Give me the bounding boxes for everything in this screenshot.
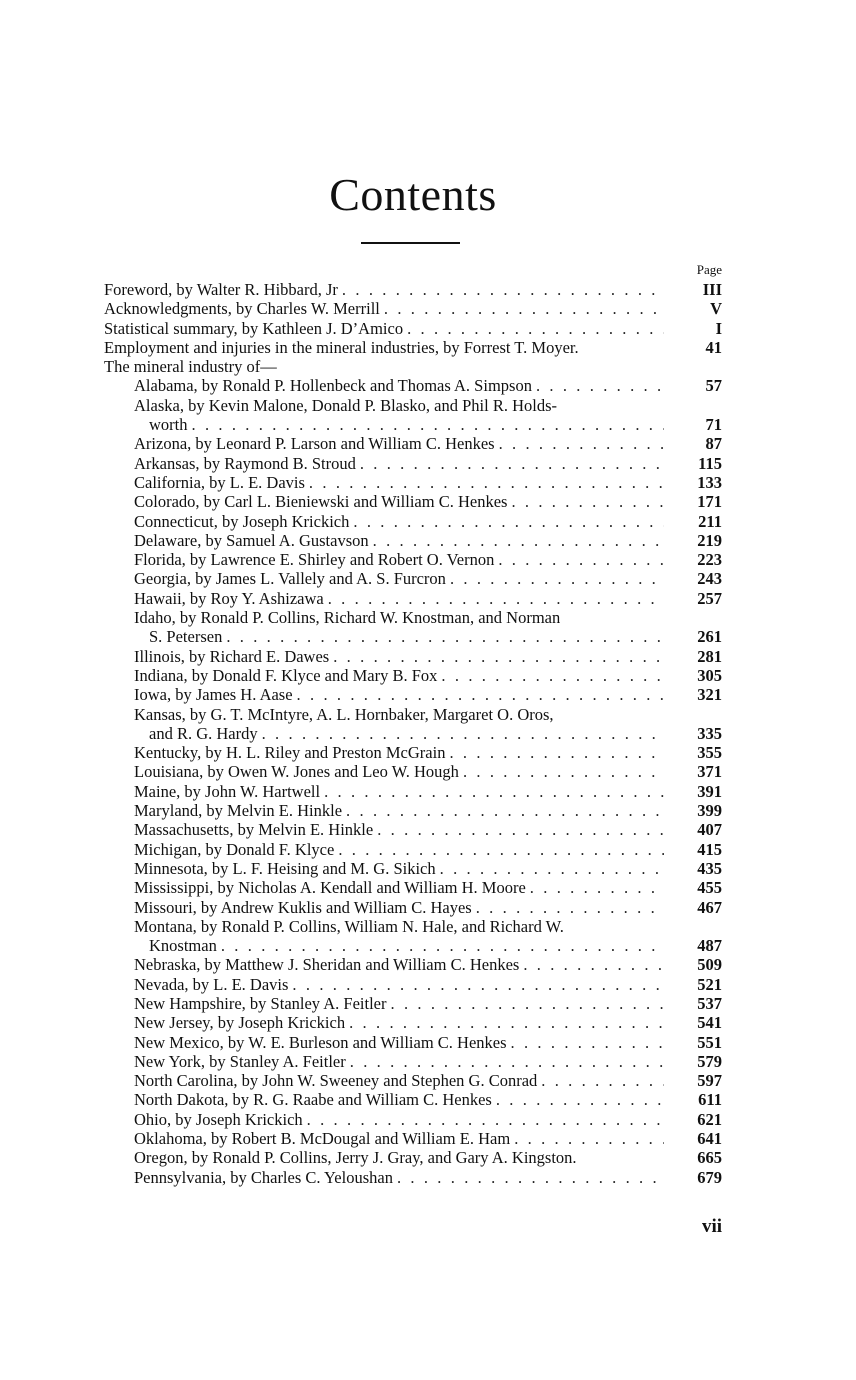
toc-leader-dots	[496, 1090, 664, 1109]
toc-entry-title: Ohio, by Joseph Krickich	[134, 1109, 303, 1129]
toc-entry-title: Oklahoma, by Robert B. McDougal and William E. Ham	[134, 1129, 511, 1149]
toc-entry-page: 641	[697, 1129, 722, 1149]
toc-entry	[104, 936, 722, 955]
toc-entry	[104, 319, 722, 338]
toc-entry-title: California, by L. E. Davis	[134, 472, 305, 492]
toc-leader-dots	[328, 589, 664, 608]
toc-entry	[104, 705, 722, 724]
toc-entry-page: 391	[697, 781, 722, 801]
toc-entry-page: 579	[697, 1051, 722, 1071]
toc-entry	[104, 647, 722, 666]
toc-entry-title: Employment and injuries in the mineral industries, by Forrest T. Moyer.	[104, 337, 579, 357]
toc-entry-page: 305	[697, 665, 722, 685]
toc-entry-title: North Dakota, by R. G. Raabe and William C. Henkes	[134, 1090, 492, 1110]
toc-entry-page: 665	[697, 1148, 722, 1168]
toc-entry-page: 41	[705, 337, 722, 357]
toc-entry-title: New Hampshire, by Stanley A. Feitler	[134, 993, 387, 1013]
toc-entry-page: 597	[697, 1071, 722, 1091]
toc-entry-page: 455	[697, 878, 722, 898]
toc-entry	[104, 1033, 722, 1052]
toc-leader-dots	[536, 376, 664, 395]
toc-entry-title: Arkansas, by Raymond B. Stroud	[134, 453, 356, 473]
toc-entry-title: Maine, by John W. Hartwell	[134, 781, 321, 801]
toc-entry-page: 611	[698, 1090, 722, 1110]
page-title: Contents	[329, 169, 497, 220]
toc-entry-title: Pennsylvania, by Charles C. Yeloushan	[134, 1167, 393, 1187]
toc-entry	[104, 878, 722, 897]
toc-entry-page: 407	[697, 820, 722, 840]
toc-entry-title: Nevada, by L. E. Davis	[134, 974, 289, 994]
toc-entry	[104, 415, 722, 434]
toc-leader-dots	[353, 512, 664, 531]
toc-entry-title: Iowa, by James H. Aase	[134, 685, 293, 705]
toc-entry-page: I	[715, 318, 722, 338]
toc-leader-dots	[450, 569, 664, 588]
toc-entry	[104, 1129, 722, 1148]
toc-entry-page: 435	[697, 858, 722, 878]
toc-entry-title: Mississippi, by Nicholas A. Kendall and William H. Moore	[134, 878, 526, 898]
toc-entry-page: 281	[697, 646, 722, 666]
toc-entry-page: 257	[697, 588, 722, 608]
toc-entry-page: 679	[697, 1167, 722, 1187]
toc-leader-dots	[397, 1168, 664, 1187]
page-folio: vii	[701, 1216, 722, 1237]
toc-leader-dots	[324, 782, 664, 801]
toc-entry	[104, 608, 722, 627]
toc-leader-dots	[346, 801, 664, 820]
toc-leader-dots	[530, 878, 664, 897]
toc-entry-page: 71	[705, 415, 722, 435]
toc-leader-dots	[262, 724, 664, 743]
toc-entry	[104, 898, 722, 917]
toc-entry	[104, 512, 722, 531]
toc-entry-page: 621	[697, 1109, 722, 1129]
toc-entry	[104, 801, 722, 820]
table-of-contents	[104, 280, 722, 1187]
toc-entry	[104, 1168, 722, 1187]
toc-entry	[104, 1071, 722, 1090]
toc-leader-dots	[349, 1013, 664, 1032]
toc-entry-title: Hawaii, by Roy Y. Ashizawa	[134, 588, 324, 608]
toc-leader-dots	[441, 666, 664, 685]
toc-leader-dots	[463, 762, 664, 781]
toc-entry-title: and R. G. Hardy	[149, 723, 258, 743]
toc-entry	[104, 299, 722, 318]
toc-entry-page: 243	[697, 569, 722, 589]
toc-entry	[104, 762, 722, 781]
toc-entry-page: 399	[697, 801, 722, 821]
toc-entry-page: 415	[697, 839, 722, 859]
toc-entry-title: Alaska, by Kevin Malone, Donald P. Blasko, and Phil R. Holds-	[134, 395, 558, 415]
toc-entry	[104, 1013, 722, 1032]
toc-leader-dots	[377, 820, 664, 839]
toc-entry-title: Nebraska, by Matthew J. Sheridan and William C. Henkes	[134, 955, 520, 975]
toc-entry-page: 521	[697, 974, 722, 994]
toc-entry-page: 57	[705, 376, 722, 396]
toc-entry	[104, 724, 722, 743]
toc-entry-page: 133	[697, 472, 722, 492]
toc-leader-dots	[449, 743, 664, 762]
toc-leader-dots	[407, 319, 664, 338]
toc-entry	[104, 376, 722, 395]
toc-entry-page: 551	[697, 1032, 722, 1052]
toc-entry	[104, 569, 722, 588]
toc-entry-page: 321	[697, 685, 722, 705]
toc-leader-dots	[514, 1129, 664, 1148]
toc-entry	[104, 666, 722, 685]
toc-leader-dots	[391, 994, 665, 1013]
toc-leader-dots	[384, 299, 664, 318]
toc-entry-title: The mineral industry of—	[104, 357, 277, 377]
toc-entry	[104, 627, 722, 646]
toc-entry-title: Kentucky, by H. L. Riley and Preston McGrain	[134, 743, 446, 763]
toc-leader-dots	[511, 492, 664, 511]
toc-entry	[104, 975, 722, 994]
toc-entry	[104, 492, 722, 511]
toc-entry-page: 541	[697, 1013, 722, 1033]
toc-entry	[104, 994, 722, 1013]
toc-entry-title: Arizona, by Leonard P. Larson and William C. Henkes	[134, 434, 495, 454]
toc-entry-title: Illinois, by Richard E. Dawes	[134, 646, 330, 666]
toc-entry-title: Massachusetts, by Melvin E. Hinkle	[134, 820, 374, 840]
toc-entry	[104, 550, 722, 569]
toc-entry	[104, 473, 722, 492]
toc-entry-title: Michigan, by Donald F. Klyce	[134, 839, 335, 859]
toc-leader-dots	[297, 685, 664, 704]
toc-entry-title: Colorado, by Carl L. Bieniewski and William C. Henkes	[134, 492, 508, 512]
toc-entry-title: Indiana, by Donald F. Klyce and Mary B. Fox	[134, 665, 438, 685]
page-column-label: Page	[696, 262, 722, 277]
toc-entry-title: Acknowledgments, by Charles W. Merrill	[104, 299, 380, 319]
toc-entry-title: Louisiana, by Owen W. Jones and Leo W. Hough	[134, 762, 459, 782]
toc-entry	[104, 338, 722, 357]
toc-entry-title: Florida, by Lawrence E. Shirley and Robert O. Vernon	[134, 550, 495, 570]
toc-entry-page: 467	[697, 897, 722, 917]
toc-entry-page: 261	[697, 627, 722, 647]
toc-leader-dots	[342, 280, 664, 299]
title-rule	[361, 242, 460, 244]
toc-entry	[104, 357, 722, 376]
toc-entry-page: 537	[697, 993, 722, 1013]
toc-leader-dots	[360, 454, 664, 473]
toc-entry	[104, 1090, 722, 1109]
toc-entry-title: Kansas, by G. T. McIntyre, A. L. Hornbaker, Margaret O. Oros,	[134, 704, 554, 724]
toc-leader-dots	[523, 955, 664, 974]
toc-leader-dots	[373, 531, 664, 550]
toc-leader-dots	[499, 434, 664, 453]
toc-leader-dots	[192, 415, 665, 434]
toc-leader-dots	[292, 975, 664, 994]
toc-entry-title: S. Petersen	[149, 627, 223, 647]
toc-entry	[104, 820, 722, 839]
toc-entry-page: 487	[697, 936, 722, 956]
toc-leader-dots	[498, 550, 664, 569]
toc-entry-title: Minnesota, by L. F. Heising and M. G. Sikich	[134, 858, 436, 878]
toc-entry-title: Missouri, by Andrew Kuklis and William C. Hayes	[134, 897, 472, 917]
toc-entry-page: 223	[697, 550, 722, 570]
toc-entry-title: Idaho, by Ronald P. Collins, Richard W. Knostman, and Norman	[134, 608, 561, 628]
toc-entry-title: Knostman	[149, 936, 217, 956]
toc-entry	[104, 917, 722, 936]
toc-entry	[104, 589, 722, 608]
toc-entry-title: Alabama, by Ronald P. Hollenbeck and Thomas A. Simpson	[134, 376, 532, 396]
toc-entry-title: Connecticut, by Joseph Krickich	[134, 511, 350, 531]
toc-entry	[104, 280, 722, 299]
toc-entry-title: worth	[149, 415, 188, 435]
toc-entry-title: North Carolina, by John W. Sweeney and Stephen G. Conrad	[134, 1071, 538, 1091]
toc-leader-dots	[307, 1110, 664, 1129]
toc-entry-page: 171	[697, 492, 722, 512]
toc-leader-dots	[226, 627, 664, 646]
toc-entry	[104, 1052, 722, 1071]
toc-entry-page: 219	[697, 530, 722, 550]
toc-entry-page: 115	[698, 453, 722, 473]
toc-entry	[104, 782, 722, 801]
toc-entry	[104, 1148, 722, 1167]
toc-entry	[104, 955, 722, 974]
toc-entry	[104, 840, 722, 859]
toc-leader-dots	[309, 473, 664, 492]
toc-entry-page: 509	[697, 955, 722, 975]
toc-entry	[104, 859, 722, 878]
toc-entry-title: Georgia, by James L. Vallely and A. S. Furcron	[134, 569, 446, 589]
toc-entry-title: Foreword, by Walter R. Hibbard, Jr	[104, 280, 338, 299]
toc-entry-title: Maryland, by Melvin E. Hinkle	[134, 801, 343, 821]
toc-leader-dots	[221, 936, 664, 955]
toc-entry-title: New Jersey, by Joseph Krickich	[134, 1013, 346, 1033]
toc-entry	[104, 1110, 722, 1129]
toc-entry-page: V	[710, 299, 722, 319]
toc-entry	[104, 531, 722, 550]
toc-entry-page: III	[702, 280, 722, 299]
toc-entry-page: 371	[697, 762, 722, 782]
toc-entry-title: Statistical summary, by Kathleen J. D’Amico	[104, 318, 404, 338]
toc-leader-dots	[338, 840, 664, 859]
toc-leader-dots	[541, 1071, 664, 1090]
toc-leader-dots	[476, 898, 664, 917]
toc-entry	[104, 396, 722, 415]
toc-entry	[104, 434, 722, 453]
toc-entry-page: 355	[697, 743, 722, 763]
toc-entry	[104, 454, 722, 473]
toc-entry-title: Montana, by Ronald P. Collins, William N. Hale, and Richard W.	[134, 916, 564, 936]
toc-leader-dots	[511, 1033, 664, 1052]
toc-entry-title: New York, by Stanley A. Feitler	[134, 1051, 346, 1071]
toc-entry-title: Delaware, by Samuel A. Gustavson	[134, 530, 369, 550]
toc-entry-title: Oregon, by Ronald P. Collins, Jerry J. Gray, and Gary A. Kingston.	[134, 1148, 577, 1168]
toc-entry-page: 211	[698, 511, 722, 531]
toc-entry	[104, 685, 722, 704]
toc-entry-page: 87	[705, 434, 722, 454]
toc-entry	[104, 743, 722, 762]
toc-leader-dots	[440, 859, 664, 878]
toc-entry-page: 335	[697, 723, 722, 743]
toc-leader-dots	[333, 647, 664, 666]
toc-leader-dots	[350, 1052, 664, 1071]
toc-entry-title: New Mexico, by W. E. Burleson and William C. Henkes	[134, 1032, 507, 1052]
